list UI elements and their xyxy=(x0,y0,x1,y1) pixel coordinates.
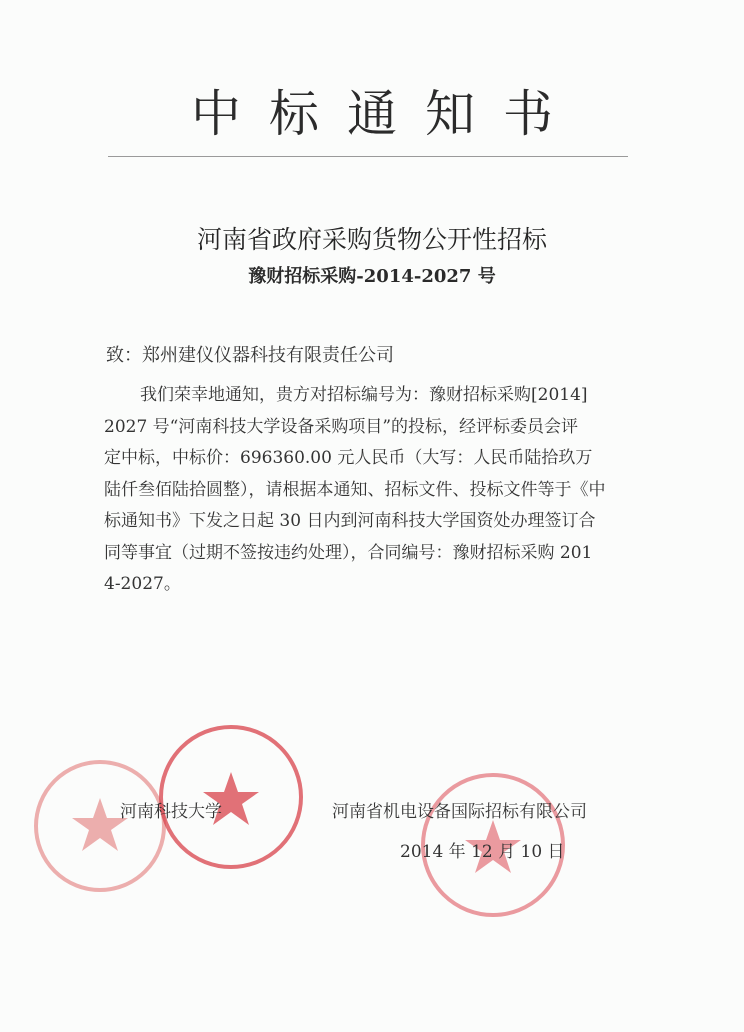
body-line: 标通知书》下发之日起 30 日内到河南科技大学国资处办理签订合 xyxy=(104,511,596,531)
tender-reference: 豫财招标采购-2014-2027 号 xyxy=(248,266,496,287)
title-divider xyxy=(108,156,628,157)
signatory-right: 河南省机电设备国际招标有限公司 xyxy=(332,802,587,822)
body-line: 定中标，中标价：696360.00 元人民币（大写：人民币陆拾玖万 xyxy=(104,448,593,468)
signatory-left: 河南科技大学 xyxy=(120,802,222,822)
seal-center-stamp xyxy=(156,722,306,872)
issue-date: 2014 年 12 月 10 日 xyxy=(400,842,565,862)
tender-subtitle: 河南省政府采购货物公开性招标 xyxy=(196,225,547,254)
body-line: 2027 号“河南科技大学设备采购项目”的投标，经评标委员会评 xyxy=(104,416,579,437)
body-line: 我们荣幸地通知，贵方对招标编号为：豫财招标采购[2014] xyxy=(140,385,588,405)
notice-body xyxy=(104,380,610,601)
page-title: 中标通知书 xyxy=(191,85,581,143)
body-line: 同等事宜（过期不签按违约处理），合同编号：豫财招标采购 201 xyxy=(104,542,593,563)
body-line: 陆仟叁佰陆拾圆整），请根据本通知、招标文件、投标文件等于《中 xyxy=(104,479,606,500)
body-line: 4-2027。 xyxy=(104,574,181,594)
seal-left-stamp xyxy=(30,756,170,896)
addressee: 致：郑州建仪仪器科技有限责任公司 xyxy=(106,345,394,366)
